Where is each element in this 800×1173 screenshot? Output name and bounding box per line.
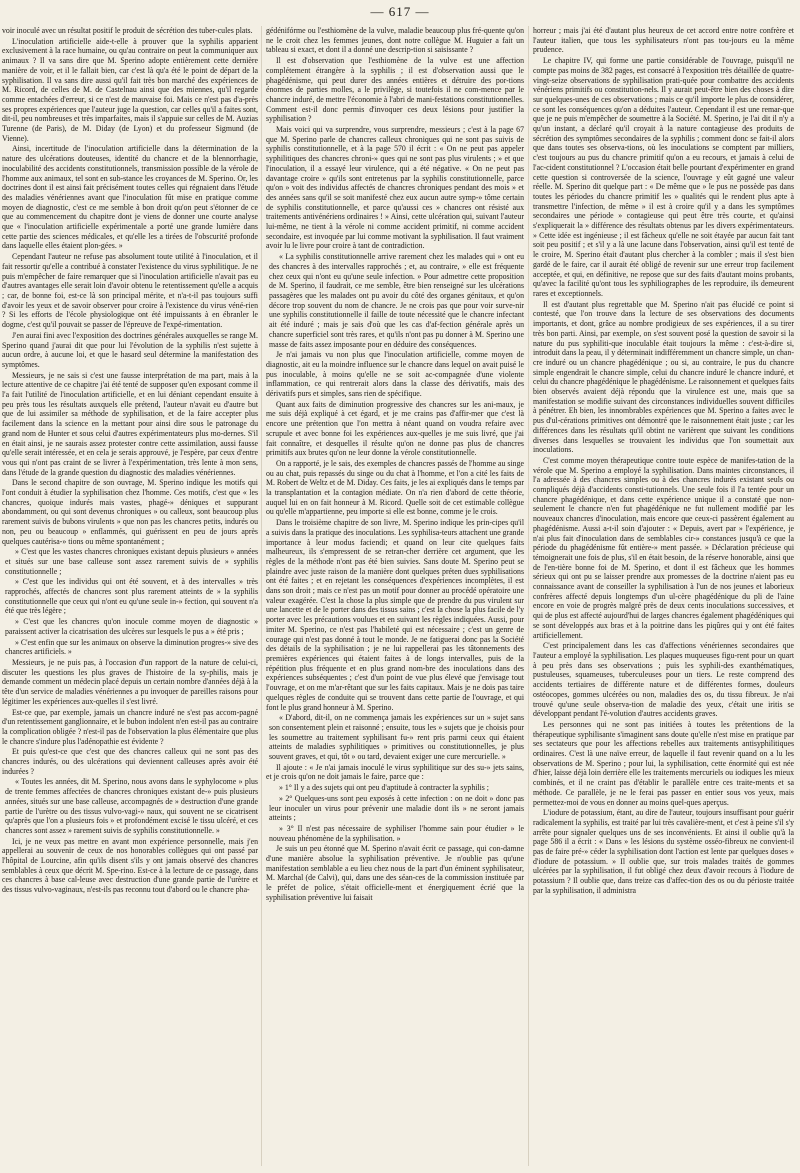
paragraph: gédénifórme ou l'esthiomène de la vulve, maladie beaucoup plus fré-quente qu'on ne le croit chez les femmes jeunes, dont notre collègue M. Huguier a fait un tableau si exact, et dont il a donné une descrip-tion si saisissante ? [266,26,524,55]
paragraph: » C'est que les chancres qu'on inocule comme moyen de diagnostic » paraissent activer la cicatrisation des ulcères sur lesquels le pus a » été pris ; [5,617,258,636]
paragraph: L'iodure de potassium, étant, au dire de l'auteur, toujours insuffisant pour guérir radicalement la syphilis, est traité par lui très cavalière-ment, et c'est à peine s'il s'y arrête pour signaler quelques uns de ses inconvénients. Et ainsi il oublie qu'à la page 586 il a écrit : « Dans » les lésions du système osséo-fibreux ne convient-il pas de faire pré-» céder la syphilisation dont l'action est lente par quelques doses » d'iodure de potassium. » Il oublie que, sur trois malades traités de gommes ulcérées par la syphilisation, il fut obligé chez deux d'avoir recours à l'iodure de potassium ? Il oublie que, dans treize cas d'affec-tion des os ou du périoste traitée par la syphilisation, il administra [533,808,794,895]
paragraph: On a rapporté, je le sais, des exemples de chancres passés de l'homme au singe ou au chat, puis repassés du singe ou du chat à l'homme, et l'on a cité les faits de M. Robert de Weltz et de M. Diday. Ces faits, je les ai expliqués dans le temps par la transplantation et la contagion médiate. On n'a rien d'abord de cette théorie, auquel lui en on fait honneur à M. Ricord. Quelle soit de cet estimable collègue ou qu'elle m'appartienne, peu importe si elle est bonne, comme je le crois. [266,458,524,517]
paragraph: Mais voici qui va surprendre, vous surprendre, messieurs ; c'est à la page 67 que M. Sperino parle de chancres calleux chroniques qui ne sont pas suivis de syphilis constitutionnelle, et à la page 570 il écrit : « On ne peut pas appeler syphilitiques des chancres chroni-» ques qui ne sont pas plus virulents ; » et que l'inoculation, il a essayé leur virulence, qui a été négative. « On ne peut pas davantage croire » qu'ils sont entretenus par la syphilis constitutionnelle, parce qu'on » voit des individus affectés de chancres chroniques pendant des mois » et des années sans qu'il se soit manifesté chez eux aucun autre symp-» tôme certain de syphilis constitutionnelle, et parce qu'aussi ces » chancres ont résisté aux traitements antivénériens ordinaires ! » Ainsi, cette ulcération qui, suivant l'auteur lui-même, ne tient à la vérole ni comme accident primitif, ni comme accident secondaire, est invoquée par lui comme motivant la syphilisation. Il faut vraiment avoir lu le livre pour croire à tant de contradiction. [266,125,524,251]
paragraph: Il est d'autant plus regrettable que M. Sperino n'ait pas élucidé ce point si contesté, que l'on trouve dans la lecture de ses observations des documents importants, et dont, grâce au nombre prodigieux de ses expériences, il a su tirer très bon parti. Ainsi, par exemple, on s'est souvent posé la question de savoir si la nature du pus syphiliti-que inoculable était toujours la même : c'est-à-dire si, introduit dans la peau, il y déterminait indifféremment un chancre simple, un chan-cre induré ou un chancre phagédénique ; ou si, au contraire, le pus du chancre simple engendrait le chancre simple, celui du chancre induré le chancre induré, et celui du chancre phagédénique le phagédénisme. Le raisonnement et quelques faits bien observés avaient déjà répondu que la virulence est une, mais que sa manifestation se modifie suivant des circonstances individuelles souvent difficiles à pénétrer. Eh bien, les innombrables expériences que M. Sperino a faites avec le pus d'ul-cérations primitives ont démontré que le raisonnement était juste ; car les différences dans les résultats qu'il obtint ne varièrent que suivant les conditions diverses dans lesquelles se trouvaient les individus que l'on soumettait aux inoculations. [533,299,794,455]
paragraph: voir inoculé avec un résultat positif le produit de sécrétion des tuber-cules plats. [2,26,253,35]
column-divider [261,26,262,1166]
paragraph: Je n'ai jamais vu non plus que l'inoculation artificielle, comme moyen de diagnostic, ait eu la moindre influence sur le chancre dans lequel on avait puisé le pus inoculable, à moins qu'elle ne se soit ac-compagnée d'une violente inflammation, ce qui rentrerait alors dans la classe des dérivatifs, mais des dérivatifs purs et simples, sans rien de spécifique. [266,350,524,399]
text-column-middle [266,26,524,1166]
paragraph: Il est d'observation que l'esthiomène de la vulve est une affection complétement étrangère à la syphilis ; il est d'observation aussi que le phagédénisme, qui peut durer des années entières et détruire des por-tions énormes de parties molles, a le privilège, si toutefois il ne com-mence par le chancre induré, de mettre l'économie à l'abri de mani-festations constitutionnelles. Comment est-il donc permis d'invoquer ces deux lésions pour justifier la syphilisation ? [266,56,524,124]
paragraph: horreur ; mais j'ai été d'autant plus heureux de cet accord entre notre confrère et l'auteur italien, que tous les syphilisateurs n'ont pas tou-jours eu la même prudence. [533,26,794,55]
paragraph: Ainsi, incertitude de l'inoculation artificielle dans la détermination de la nature des ulcérations douteuses, identité du chancre et de la blennorrhagie, inoculabilité des accidents constitutionnels, transmission possible de la vérole de l'homme aux animaux, tel sont en sub-stance les croyances de M. Sperino. Or, les doctrines dont il est ainsi fait précisément toutes celles qui régnaient dans l'étude des maladies vénériennes avant que l'inoculation fût mise en pratique comme moyen de diagnostic, c'est ce me semble à bon droit qu'on peut s'étonner de ce que au commencement du chapitre dont je viens de donner une courte analyse que « l'inoculation artificielle expérimentale a porté une grande lumière dans cette partie des sciences médicales, et qu'elle les a tirées de l'obscurité profonde dans laquelle elles étaient plon-gées. » [2,144,258,251]
paragraph: Messieurs, je ne sais si c'est une fausse interprétation de ma part, mais à la lecture attentive de ce chapitre j'ai été tenté de supposer qu'en exposant comme il l'a fait l'utilité de l'inoculation artificielle, et en lui déniant cependant ensuite à peu près tous les résultats auxquels elle prétend, l'auteur n'avait eu d'autre but que de lui assimiler sa méthode de syphilisation, et de la faire accepter plus facilement dans la science en la mettant pour ainsi dire sous le patronage du grand nom de Hunter et sous celui d'autres expérimentateurs plus mo-dernes. S'il en était ainsi, je ne saurais assez protester contre cette assimilation, aussi fausse qu'elle serait intéressée, et en cela je serais approuvé, je l'espère, par ceux d'entre vous qui n'ont pas craint de se livrer à l'expérimentation, très lente à mon sens, dans l'étude de la grande question du diagnostic des maladies vénériennes. [2,370,258,477]
paragraph: Quant aux faits de diminution progressive des chancres sur les ani-maux, je me suis déjà expliqué à cet égard, et je me crains pas d'affir-mer que c'est là encore une prétention que l'on mettra à néant quand on voudra refaire avec scrupule et avec bonne foi les expériences aux-quelles je me suis livré, que j'ai fait connaître, et desquelles il résulte qu'on ne donne pas plus de chancres primitifs aux brutes qu'on ne leur donne la vérole constitutionnelle. [266,399,524,458]
paragraph: Cependant l'auteur ne refuse pas absolument toute utilité à l'inoculation, et il fait ressortir qu'elle a contribué à constater l'existence du virus syphilitique. Je ne puis m'empêcher de faire remarquer que si l'inoculation artificielle n'avait pas eu d'autres avantages elle serait loin d'avoir obtenu le retentissement qu'elle a acquis ; car, de bonne foi, est-ce là son principal mérite, et n'a-t-il pas toujours suffi d'avoir les yeux et de savoir observer pour croire à l'existence du virus véné-rien ? Si les efforts de l'école physiologique ont été impuissants à en ébranler le dogme, c'est qu'il pouvait se passer de l'épreuve de l'expé-rimentation. [2,252,258,330]
paragraph: Les personnes qui ne sont pas initiées à toutes les prétentions de la thérapeutique syphilisante s'imaginent sans doute qu'elle n'est mise en pratique par ses sectateurs que pour les affections rebelles aux traitements antisyphilitiques ordinaires. C'est là une naïve erreur, de laquelle il faut revenir quand on a lu les observations de M. Sperino ; pour lui, la syphilisation, cette énormité qui est née d'hier, laisse déjà loin derrière elle les traitements mercuriels ou iodiques les mieux combinés, et il ne craint pas d'établir le parallèle entre ces traite-ments et sa méthode. Ce parallèle, je ne le ferai pas passer en entier sous vos yeux, mais permettez-moi de vous en donner au moins quel-ques aperçus. [533,719,794,807]
paragraph: L'inoculation artificielle aide-t-elle à prouver que la syphilis apparient exclusivement à la race humaine, ou qu'au contraire on peut la communiquer aux animaux ? Il va sans dire que M. Sperino adopte entièrement cette dernière manière de voir, et il le fallait bien, car c'est là qu'a été le point de départ de la syphilisation. Il va sans dire aussi qu'il fait très bon marché des expériences de M. Ricord, de celles de M. de Castelnau ainsi que des miennes, qu'il regarde comme entachées d'erreur, si ce n'est de mauvaise foi. Mais ce n'est pas d'a-près ses propres expériences que l'auteur juge la question, car celles qu'il a faites sont, dit-il, peu nombreuses et très imparfaites, mais il s'appuie sur celles de M. Auzias Turenne (de Paris), de M. Diday (de Lyon) et du professeur Sigmund (de Vienne). [2,36,258,143]
paragraph: « D'abord, dit-il, on ne commença jamais les expériences sur un » sujet sans son consentement plein et raisonné ; ensuite, tous les » sujets que je choisis pour les soumettre au traitement syphilisant fu-» rent pris parmi ceux qui étaient atteints de maladies syphilitiques » primitives ou constitutionnelles, je plus souvent graves, et qui, tôt » ou tard, devaient exiger une cure mercurielle. » [269,713,524,762]
paragraph: Dans le second chapitre de son ouvrage, M. Sperino indique les motifs qui l'ont conduit à étudier la syphilisation chez l'homme. Ces motifs, c'est que « les chancres, quoique indurés mais vastes, phagé-» déniques et suppurant abondamment, ou qui sont devenus chroniques » ou calleux, sont beaucoup plus rarement suivis de bubons virulents » que non pas les chancres petits, indurés ou non, peu ou beaucoup » enflammés, qui guérissent en peu de jours après quelques cautérisa-» tions ou même spontanément ; [2,478,258,546]
paragraph: Est-ce que, par exemple, jamais un chancre induré ne s'est pas accom-pagné d'un retentissement ganglionnaire, et le bubon indolent n'en est-il pas au contraire la complication obligée ? n'est-il pas de l'observation la plus élémentaire que plus le chancre s'indure plus l'adénopathie est évidente ? [2,707,258,746]
paragraph: « La syphilis constitutionnelle arrive rarement chez les malades qui » ont eu des chancres à des intervalles rapprochés ; et, au contraire, » elle est fréquente chez ceux qui n'ont eu qu'une seule infection. » Pour admettre cette proposition de M. Sperino, il faudrait, ce me semble, être bien renseigné sur les ulcérations passagères que les malades ont pu avoir du côté des organes génitaux, et qu'on décore trop souvent du nom de chancre. Je ne crois pas que pour voir surve-nir une syphilis constitutionnelle il faille de toute nécessité que le chancre infectant ait été induré ; mais je sais d'où que les cas d'af-fection générale après un chancre superficiel sont très rares, et qu'ils n'ont pas pu donner à M. Sperino une masse de faits assez imposante pour en déduire des conséquences. [269,252,524,349]
text-column-left [2,26,258,1166]
paragraph: » C'est que les individus qui ont été souvent, et à des intervalles » très rapprochés, affectés de chancres sont plus rarement atteints de » la syphilis constitutionnelle que ceux qui n'ont eu qu'une seule in-» fection, qui souvent n'a été que très légère ; [5,577,258,616]
paragraph: Il ajoute : « Je n'ai jamais inoculé le virus syphilitique sur des su-» jets sains, et je crois qu'on ne doit jamais le faire, parce que : [266,762,524,782]
paragraph: Ici, je ne veux pas mettre en avant mon expérience personnelle, mais j'en appellerai au souvenir de ceux de nos honorables collègues qui ont passé par l'hôpital de Lourcine, afin qu'ils disent s'ils y ont jamais observé des chancres semblables à ceux que décrit M. Spe-rino. Est-ce à la lecture de ce passage, dans ces chancres à base cal-leuse avec destruction d'une grande partie de l'urètre et des tissus vulvo-vaginaux, n'est-ils pas reconnu tout d'abord ou le chancre pha- [2,836,258,895]
paragraph: Et puis qu'est-ce que c'est que des chancres calleux qui ne sont pas des chancres indurés, ou des ulcérations qui deviennent calleuses après avoir été indurées ? [2,747,258,776]
paragraph: » 1° Il y a des sujets qui ont peu d'aptitude à contracter la syphilis ; [279,783,489,793]
paragraph: Le chapitre IV, qui forme une partie considérable de l'ouvrage, puisqu'il ne compte pas moins de 382 pages, est consacré à l'exposition très détaillée de quatre-vingt-seize observations de syphilisation prati-quée pour combattre des accidents vénériens primitifs ou constitution-nels. Il y aurait peut-être bien des choses à dire sur quelques-unes de ces observations ; mais ce qu'il importe le plus de considérer, ce sont les conséquences qu'on a déduites l'auteur. Cependant il est une remar-que que je ne puis m'empêcher de soumettre à la Société. M. Sperino, je l'ai dit il n'y a qu'un instant, a déclaré qu'il croyait à la nature contagieuse des produits de sécrétion des symptômes secondaires de la syphilis ; comment donc se fait-il alors que dans toutes ses observa-tions, où les inoculations se comptent par milliers, c'est toujours au pus du chancre primitif qu'on a eu recours, et jamais à celui de l'ac-cident constitutionnel ? L'occasion était belle pourtant d'expérimenter en grand cette question si controversée de la science, l'ouvrage y eût gagné une valeur réelle. M. Sperino dit quelque part : « De même que » le pus ne possède pas dans toutes les périodes du chancre primitif les » qualités qui le rendent plus apte à transmettre l'infection, de même » il est à croire qu'il y a dans les symptômes secondaires une période » contagieuse qui peut être très courte, et qu'ainsi s'expliquerait la » différence des résultats obtenus par les divers expérimentateurs. » Cette idée est ingénieuse ; il est fâcheux qu'elle ne soit étayée par aucun fait tant soit peu positif ; et s'il y a là une lacune dans l'observation, ainsi qu'il est tenté de le croire, M. Sperino était d'autant plus chercher à la combler ; mais il s'est bien gardé de le faire, car il aurait été obligé de revenir sur une erreur trop facilement acceptée, et qui, en définitive, ne repose que sur des faits d'autant moins probants, qu'avec la facilité qu'ont tous les syphiliographes de les reproduire, ils demeurent rares et exceptionnels. [533,56,794,298]
paragraph: Dans le troisième chapitre de son livre, M. Sperino indique les prin-cipes qu'il a suivis dans la pratique des inoculations. Les syphilisa-teurs attachent une grande importance à leur modus faciendi; et quand on leur cite quelques faits malheureux, ils s'empressent de se retran-cher derrière cet argument, que les règles de la méthode n'ont pas été bien suivies. Sans doute M. Sperino peut se plaindre avec juste raison de la manière dont quelques préten dues syphilisations ont été faites ; et en rejetant les conséquences d'expériences incomplètes, il est dans son droit ; mais ce n'est pas un motif pour donner au procédé opératoire une valeur exagérée. C'est la chose la plus simple que de prendre du pus virulent sur une lancette et de le porter dans des tissus sains ; c'est la chose la plus facile de l'y porter avec les précautions voulues et en suivant les règles indiquées. Aussi, pour imiter M. Sperino, ce n'est pas l'habileté qui est nécessaire ; c'est un genre de courage qui n'est pas donné à tout le monde. Je ne fatiguerai donc pas la Société des détails de la syphilisation ; je ne lui rappellerai pas les tâtonnements des premières expériences qui étaient faites à de longs intervalles, puis de la répétition plus fréquente et en plus grand nom-bre des inoculations dans des expériences subséquentes ; c'est d'un point de vue plus élevé que j'envisage tout l'ouvrage, et on me m'ar-rêtant que sur les faits capitaux. Mais je ne dois pas taire quelques règles de conduite qui se trouvent dans cette partie de l'ouvrage, et qui font le plus grand honneur à M. Sperino. [266,518,524,712]
text-column-right [533,26,794,1166]
paragraph: C'est comme moyen thérapeutique contre toute espèce de manifes-tation de la vérole que M. Sperino a employé la syphilisation. Dans maintes circonstances, il l'a adressée à des chancres simples ou à des chancres indurés existant seuls ou compliqués déjà d'accidents consti-tutionnels. Une seule fois il l'a tentée pour un chancre phagédénique, et dans cette expérience unique il a constaté que non-seulement le chancre n'en fut phagédénique ne fut nullement modifié par les nouveaux chancres d'inoculation, mais encore que ceux-ci passèrent également au phagédénisme. Aussi a-t-il soin d'ajouter : « Depuis, avert par » l'expérience, je n'ai plus fait d'inoculation dans de semblables cir-» constances jusqu'à ce que la période du phagédénisme fût entière-» ment passée. » Déclaration précieuse qui témoignerait une fois de plus, s'il en était besoin, de la réserve honorable, ainsi que de l'en-tière bonne foi de M. Sperino, et dont il est fâcheux que les hommes sérieux qui ont pu se laisser prendre aux promesses de la doctrine n'aient pas eu connaissance avant de conseiller la syphilisation à l'un de nos jeunes et laborieux confrères affecté depuis longtemps d'un ul-cère phagédénique du pli de l'aine encore en voie de progrès malgré près de deux cents inoculations successives, et qui de plus est affecté aujourd'hui de larges chancres également phagédéniques qui se sont développés aux bras et à la poitrine dans les piqûres qui y ont été faites artificiellement. [533,455,794,640]
paragraph: » C'est enfin que sur les animaux on observe la diminution progres-» sive des chancres artificiels. » [5,637,258,657]
column-divider [528,26,529,1166]
paragraph: Je suis un peu étonné que M. Sperino n'avait écrit ce passage, qui con-damne d'une manière absolue la syphilisation préventive. Je n'oublie pas qu'une manifestation semblable a eu lieu chez nous de la part d'un éminent syphilisateur, M. Marchal (de Calvi), qui, dans une des séan-ces de la commission instituée par le préfet de police, s'était officielle-ment et énergiquement écrié que la syphilisation préventive lui faisait [266,844,524,902]
paragraph: « Toutes les années, dit M. Sperino, nous avons dans le syphylocome » plus de trente femmes affectées de chancres chroniques existant de-» puis plusieurs années, situés sur une base calleuse, accompagnés de » destruction d'une grande partie de l'urètre ou des tissus vulvo-vagi-» naux, qui souvent ne se cicatrisent qu'après que l'on a plusieurs fois » et profondément excisé le tissu ulcéré, et ces chancres sont assez » rarement suivis de syphilis constitutionnelle. » [5,777,258,835]
paragraph: » 2° Quelques-uns sont peu exposés à cette infection : on ne doit » donc pas leur inoculer un virus pour prévenir une maladie dont ils » ne seront jamais atteints ; [269,793,524,823]
paragraph: Messieurs, je ne puis pas, à l'occasion d'un rapport de la nature de celui-ci, discuter les questions les plus graves de l'histoire de la sy-philis, mais je demande comment un médecin placé depuis un certain nombre d'années déjà à la tête d'un service de maladies vénériennes a pu invoquer de pareilles raisons pour légitimer les expériences aux-quelles il s'est livré. [2,658,258,706]
paragraph: J'en aurai fini avec l'exposition des doctrines générales auxquelles se range M. Sperino quand j'aurai dit que pour lui l'évolution de la syphilis n'est sujette à aucun ordre, à aucune loi, et que le hasard seul détermine la manifestation des symptômes. [2,330,258,369]
paragraph: » 3° Il n'est pas nécessaire de syphiliser l'homme sain pour étudier » le nouveau phénomène de la syphilisation. » [269,823,524,843]
paragraph: C'est principalement dans les cas d'affections vénériennes secondaires que l'auteur a employé la syphilisation. Les plaques muqueuses figu-rent pour un quart à peu près dans ses observations ; puis les syphili-des exanthématiques, pustuleuses, squameuses, tuberculeuses pour un tiers. Le reste comprend des accidents tertiaires de différente nature et de différentes formes, douleurs ostéocopes, gommes ulcérées ou non, maladies des os, du tissu fibreux. Je n'ai trouvé qu'une seule observa-tion de maladie des yeux, c'était une iritis se développant pendant l'é-volution d'autres accidents graves. [533,641,794,719]
paragraph: » C'est que les vastes chancres chroniques existant depuis plusieurs » années et situés sur une base calleuse sont assez rarement suivis de » syphilis constitutionnelle ; [5,547,258,576]
page-number: — 617 — [370,4,430,19]
